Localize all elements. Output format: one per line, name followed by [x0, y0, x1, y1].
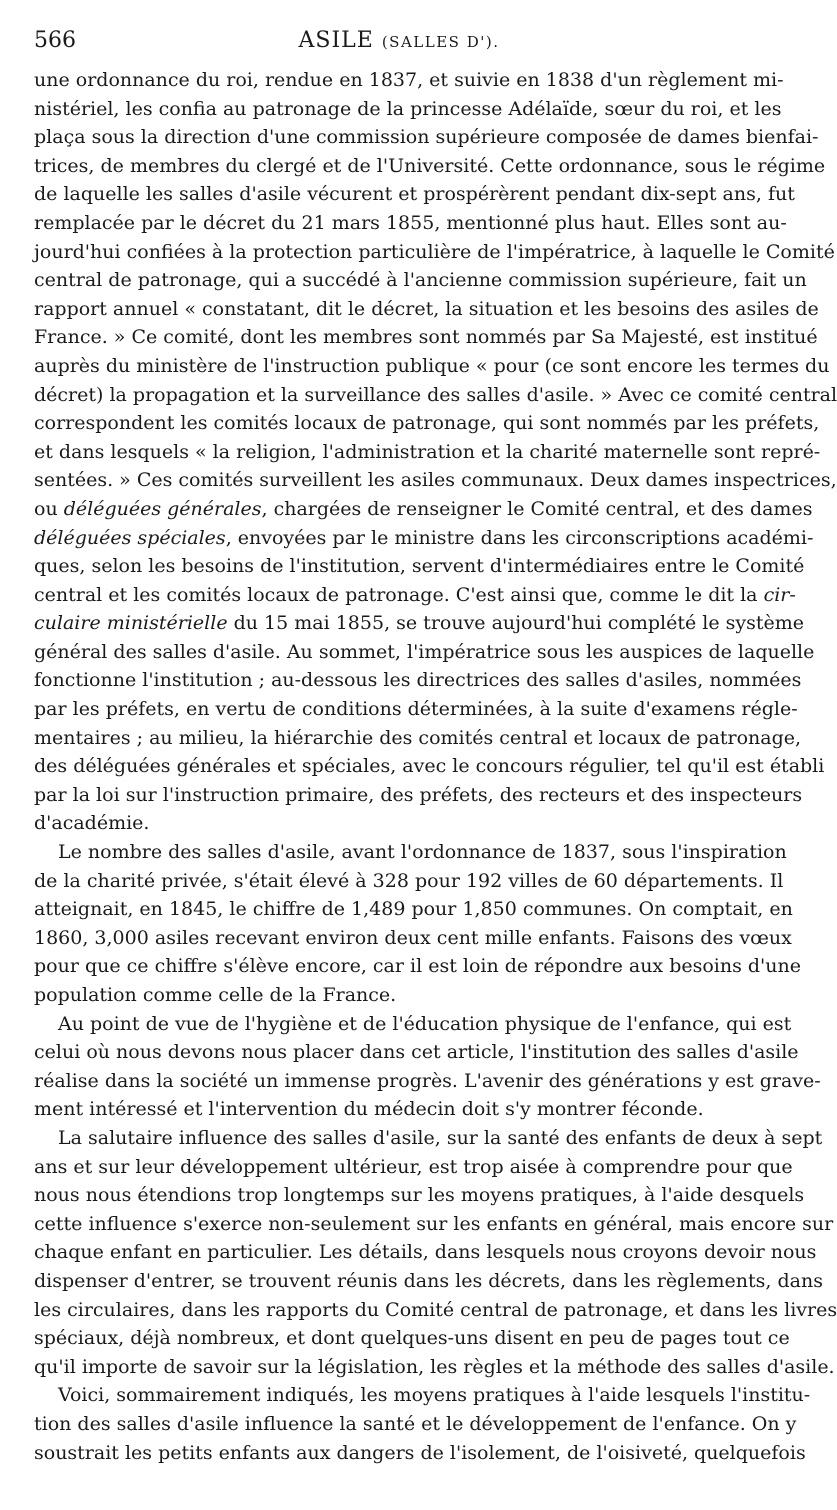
text-line: atteignait, en 1845, le chiffre de 1,489 pour 1,850 communes. On comptait, en: [34, 898, 793, 921]
text-line: pour que ce chiffre s'élève encore, car il est loin de répondre aux besoins d'une: [34, 955, 801, 978]
paragraph: [34, 1124, 837, 1381]
body-text: [34, 66, 837, 1467]
text-line: sentées. » Ces comités surveillent les asiles communaux. Deux dames inspectrices,: [34, 469, 837, 492]
text-line: tion des salles d'asile influence la santé et le développement de l'enfance. On y: [34, 1412, 797, 1435]
text-line: correspondent les comités locaux de patronage, qui sont nommés par les préfets,: [34, 412, 820, 435]
text-line: dispenser d'entrer, se trouvent réunis dans les décrets, dans les règlements, dans: [34, 1269, 823, 1292]
text-line: Voici, sommairement indiqués, les moyens pratiques à l'aide lesquels l'institu-: [58, 1384, 811, 1407]
text-line: et dans lesquels « la religion, l'administration et la charité maternelle sont repré-: [34, 440, 821, 463]
text-line: les circulaires, dans les rapports du Comité central de patronage, et dans les livres: [34, 1298, 837, 1321]
text-line: trices, de membres du clergé et de l'Université. Cette ordonnance, sous le régime: [34, 154, 826, 177]
text-run: , chargées de renseigner le Comité central, et des dames: [261, 497, 813, 520]
text-line: réalise dans la société un immense progrès. L'avenir des générations y est grave-: [34, 1069, 821, 1092]
text-line: général des salles d'asile. Au sommet, l'impératrice sous les auspices de laquelle: [34, 640, 815, 663]
text-line: de la charité privée, s'était élevé à 328 pour 192 villes de 60 départements. Il: [34, 869, 784, 892]
text-line: central de patronage, qui a succédé à l'ancienne commission supérieure, fait un: [34, 269, 807, 292]
text-line: remplacée par le décret du 21 mars 1855, mentionné plus haut. Elles sont au-: [34, 211, 787, 234]
paragraph: [34, 1010, 821, 1124]
text-line: qu'il importe de savoir sur la législation, les règles et la méthode des salles d'asile.: [34, 1355, 835, 1378]
text-line: population comme celle de la France.: [34, 984, 397, 1006]
text-line: de laquelle les salles d'asile vécurent et prospérèrent pendant dix-sept ans, fut: [34, 183, 795, 206]
text-line: celui où nous devons nous placer dans cet article, l'institution des salles d'asile: [34, 1041, 799, 1064]
text-line: 1860, 3,000 asiles recevant environ deux cent mille enfants. Faisons des vœux: [34, 926, 792, 949]
text-run: , envoyées par le ministre dans les circonscriptions académi-: [225, 526, 814, 549]
text-line: chaque enfant en particulier. Les détails, dans lesquels nous croyons devoir nous: [34, 1241, 817, 1264]
text-line: plaça sous la direction d'une commission supérieure composée de dames bienfai-: [34, 126, 819, 149]
text-line: La salutaire influence des salles d'asile, sur la santé des enfants de deux à sept: [58, 1126, 823, 1149]
text-line: France. » Ce comité, dont les membres sont nommés par Sa Majesté, est institué: [34, 326, 818, 349]
italic-term: culaire ministérielle: [34, 612, 228, 635]
text-line: ques, selon les besoins de l'institution, servent d'intermédiaires entre le Comité: [34, 555, 805, 578]
text-run: ou: [34, 497, 64, 520]
running-head-main: ASILE: [298, 28, 374, 53]
text-line: spéciaux, déjà nombreux, et dont quelques-uns disent en peu de pages tout ce: [34, 1327, 790, 1350]
running-head-sub: (SALLES D').: [381, 33, 500, 51]
text-line: une ordonnance du roi, rendue en 1837, et suivie en 1838 d'un règlement mi-: [34, 69, 784, 91]
text-line: [34, 524, 814, 553]
paragraph: [34, 66, 837, 838]
text-line: [34, 581, 796, 610]
text-line: [34, 609, 805, 638]
text-line: soustrait les petits enfants aux dangers de l'isolement, de l'oisiveté, quelquefois: [34, 1441, 806, 1464]
text-line: jourd'hui confiées à la protection particulière de l'impératrice, à laquelle le Comité: [34, 240, 835, 263]
text-line: d'académie.: [34, 812, 150, 835]
paragraph: [34, 838, 801, 1010]
text-line: mentaires ; au milieu, la hiérarchie des comités central et locaux de patronage,: [34, 726, 802, 749]
page-number: 566: [34, 28, 76, 53]
text-line: ment intéressé et l'intervention du médecin doit s'y montrer féconde.: [34, 1098, 704, 1121]
text-line: décret) la propagation et la surveillance des salles d'asile. » Avec ce comité central: [34, 383, 837, 406]
text-line: fonctionne l'institution ; au-dessous les directrices des salles d'asiles, nommées: [34, 669, 802, 692]
text-line: Au point de vue de l'hygiène et de l'éducation physique de l'enfance, qui est: [58, 1012, 792, 1035]
text-line: par la loi sur l'instruction primaire, des préfets, des recteurs et des inspecteurs: [34, 783, 803, 806]
text-line: nistériel, les confia au patronage de la princesse Adélaïde, sœur du roi, et les: [34, 97, 782, 120]
italic-term: déléguées générales: [63, 497, 262, 520]
text-run: du 15 mai 1855, se trouve aujourd'hui complété le système: [227, 612, 805, 635]
italic-term: déléguées spéciales: [34, 526, 226, 549]
text-line: Le nombre des salles d'asile, avant l'ordonnance de 1837, sous l'inspiration: [58, 841, 787, 864]
page-header: [34, 28, 764, 62]
italic-term: cir-: [763, 583, 796, 606]
paragraph: [34, 1381, 811, 1467]
running-head: [34, 28, 764, 53]
text-line: des déléguées générales et spéciales, avec le concours régulier, tel qu'il est établi: [34, 755, 825, 778]
text-line: nous nous étendions trop longtemps sur les moyens pratiques, à l'aide desquels: [34, 1184, 805, 1207]
text-line: [34, 495, 813, 524]
text-run: central et les comités locaux de patronage. C'est ainsi que, comme le dit la: [34, 583, 764, 606]
text-line: par les préfets, en vertu de conditions déterminées, à la suite d'examens régle-: [34, 698, 798, 721]
text-line: auprès du ministère de l'instruction publique « pour (ce sont encore les termes du: [34, 354, 830, 377]
text-line: cette influence s'exerce non-seulement sur les enfants en général, mais encore sur: [34, 1212, 834, 1235]
text-line: ans et sur leur développement ultérieur, est trop aisée à comprendre pour que: [34, 1155, 793, 1178]
text-line: rapport annuel « constatant, dit le décret, la situation et les besoins des asiles de: [34, 297, 819, 320]
